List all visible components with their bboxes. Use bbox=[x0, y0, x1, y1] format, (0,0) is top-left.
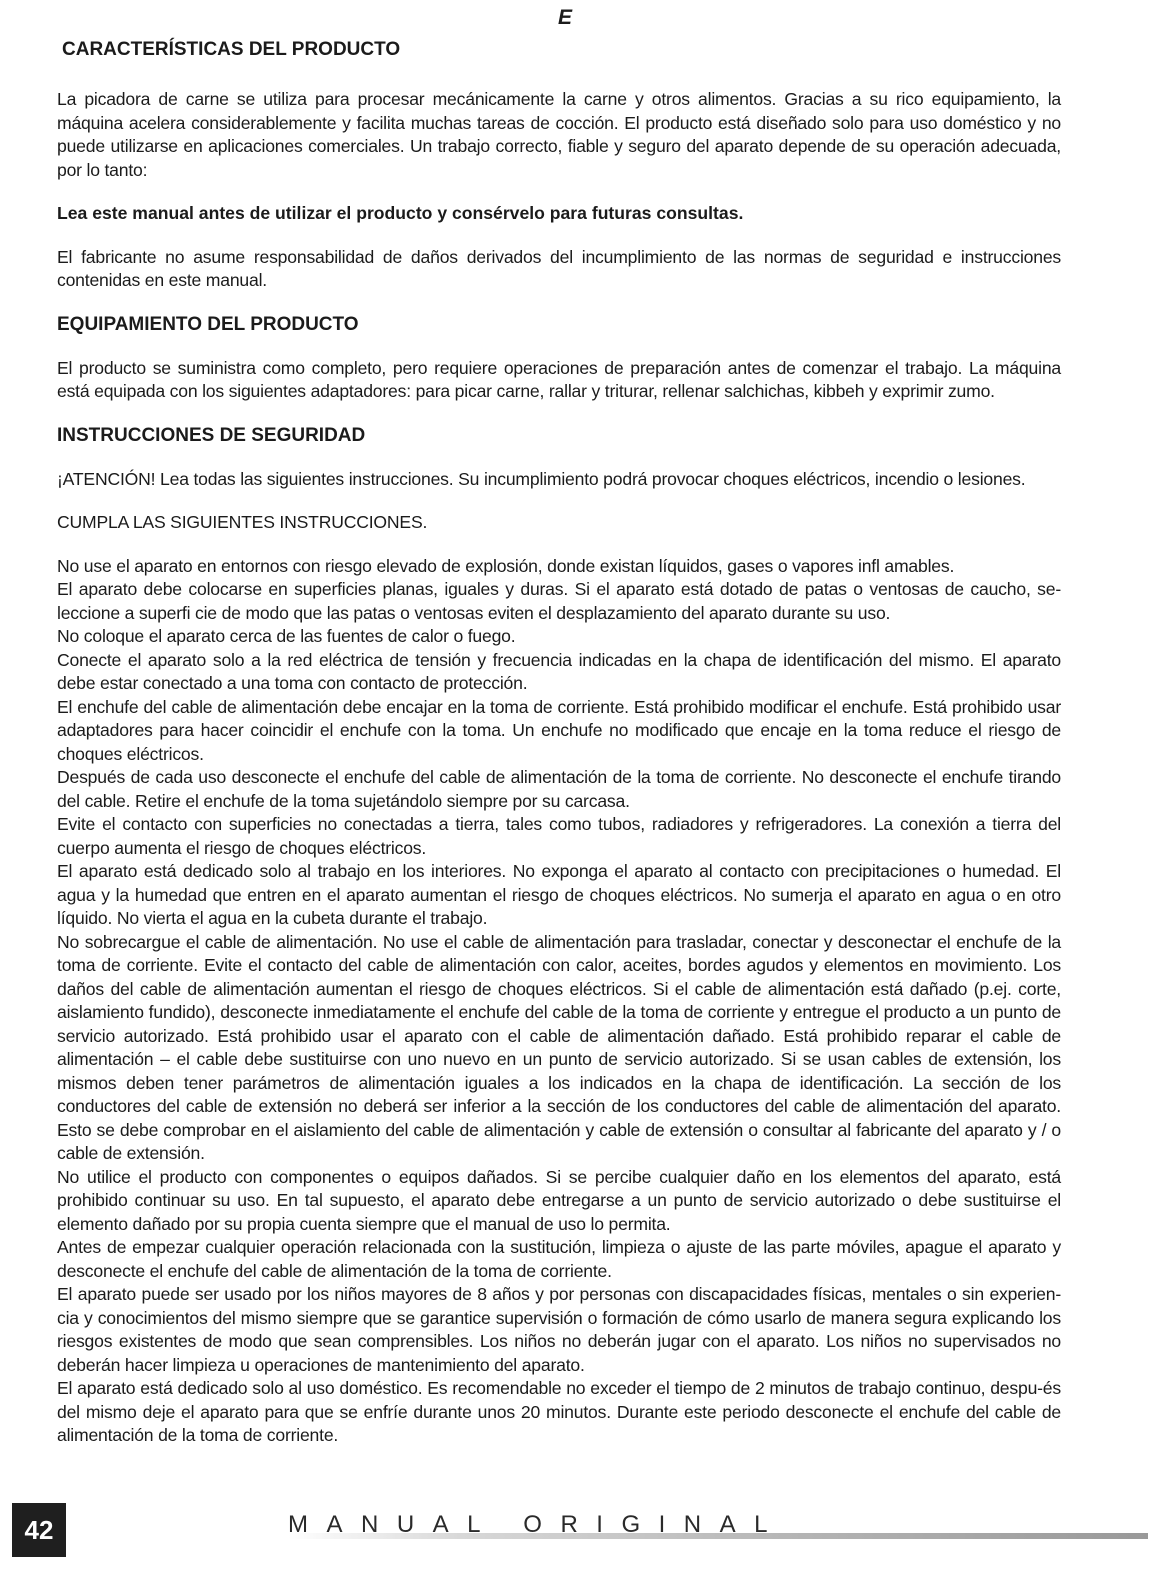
equipamiento-paragraph: El producto se suministra como completo, pero requiere operaciones de preparación antes de comenzar el trabajo. La máquina está equipada con los siguientes adaptadores: para picar carne, rallar y triturar, rellenar salchichas, kibbeh y exprimir zumo. bbox=[57, 357, 1061, 401]
page-content bbox=[57, 38, 1061, 1448]
attention-notice: ¡ATENCIÓN! Lea todas las siguientes instrucciones. Su incumplimiento podrá provocar choques eléctricos, incendio o lesiones. bbox=[57, 468, 1026, 489]
safety-instructions-list bbox=[57, 555, 1061, 1448]
instruction-item: El aparato está dedicado solo al uso doméstico. Es recomendable no exceder el tiempo de 2 minutos de trabajo continuo, despu-és del mismo deje el aparato para que se enfríe durante unos 20 minutos. Durante este periodo desconecte el enchufe del cable de alimentación de la toma de corriente. bbox=[57, 1378, 1061, 1445]
cumpla-heading: CUMPLA LAS SIGUIENTES INSTRUCCIONES. bbox=[57, 512, 428, 532]
instruction-item: El aparato puede ser usado por los niños mayores de 8 años y por personas con discapacidades físicas, mentales o sin experien-cia y conocimientos del mismo siempre que se garantice supervisión o formación de cómo usarlo de manera segura explicando los riesgos existentes de modo que sean comprensibles. Los niños no deberán jugar con el aparato. Los niños no supervisados no deberán hacer limpieza u operaciones de mantenimiento del aparato. bbox=[57, 1284, 1061, 1375]
section-title-equipamiento: EQUIPAMIENTO DEL PRODUCTO bbox=[57, 313, 359, 335]
instruction-item: El enchufe del cable de alimentación debe encajar en la toma de corriente. Está prohibido modificar el enchufe. Está prohibido usar adaptadores para hacer coincidir el enchufe con la toma. Un enchufe no modificado que encaje en la toma reduce el riesgo de choques eléctricos. bbox=[57, 696, 1061, 764]
instruction-item: No use el aparato en entornos con riesgo elevado de explosión, donde existan líquidos, gases o vapores infl amables. bbox=[57, 555, 955, 576]
caracteristicas-paragraph: La picadora de carne se utiliza para procesar mecánicamente la carne y otros alimentos. Gracias a su rico equipamiento, la máquina acelera considerablemente y facilita muchas tareas de cocción. El producto está diseñado solo para uso doméstico y no puede utilizarse en aplicaciones comerciales. Un trabajo correcto, fiable y seguro del aparato depende de su operación adecuada, por lo tanto: bbox=[57, 89, 1061, 180]
instruction-item: Evite el contacto con superficies no conectadas a tierra, tales como tubos, radiadores y refrigeradores. La conexión a tierra del cuerpo aumenta el riesgo de choques eléctricos. bbox=[57, 814, 1061, 858]
instruction-item: No coloque el aparato cerca de las fuentes de calor o fuego. bbox=[57, 626, 516, 646]
section-title-caracteristicas: CARACTERÍSTICAS DEL PRODUCTO bbox=[62, 39, 401, 60]
instruction-item: El aparato está dedicado solo al trabajo en los interiores. No exponga el aparato al contacto con precipitaciones o humedad. El agua y la humedad que entren en el aparato aumentan el riesgo de choques eléctricos. No sumerja el aparato en agua o en otro líquido. No vierta el agua en la cubeta durante el trabajo. bbox=[57, 861, 1061, 928]
footer-label: MANUAL ORIGINAL bbox=[288, 1511, 786, 1538]
manufacturer-disclaimer: El fabricante no asume responsabilidad de daños derivados del incumplimiento de las normas de seguridad e instrucciones contenidas en este manual. bbox=[57, 246, 1061, 290]
section-title-seguridad: INSTRUCCIONES DE SEGURIDAD bbox=[57, 424, 366, 446]
instruction-item: Después de cada uso desconecte el enchufe del cable de alimentación de la toma de corriente. No desconecte el enchufe tirando del cable. Retire el enchufe de la toma sujetándolo siempre por su carcasa. bbox=[57, 767, 1061, 811]
manual-warning: Lea este manual antes de utilizar el producto y consérvelo para futuras consultas. bbox=[57, 203, 744, 223]
instruction-item: Antes de empezar cualquier operación relacionada con la sustitución, limpieza o ajuste de las parte móviles, apague el aparato y desconecte el enchufe del cable de alimentación de la toma de corriente. bbox=[57, 1237, 1061, 1281]
page-footer bbox=[0, 1497, 1154, 1569]
instruction-item: El aparato debe colocarse en superficies planas, iguales y duras. Si el aparato está dotado de patas o ventosas de caucho, se-leccione a superfi cie de modo que las patas o ventosas eviten el desplazamiento del aparato durante su uso. bbox=[57, 579, 1061, 623]
instruction-item: Conecte el aparato solo a la red eléctrica de tensión y frecuencia indicadas en la chapa de identificación del mismo. El aparato debe estar conectado a una toma con contacto de protección. bbox=[57, 649, 1061, 693]
page-number: 42 bbox=[12, 1503, 66, 1557]
instruction-item: No utilice el producto con componentes o equipos dañados. Si se percibe cualquier daño en los elementos del aparato, está prohibido continuar su uso. En tal supuesto, el aparato debe entregarse a un punto de servicio autorizado o debe sustituirse el elemento dañado por su propia cuenta siempre que el manual de uso lo permita. bbox=[57, 1166, 1061, 1234]
instruction-item: No sobrecargue el cable de alimentación. No use el cable de alimentación para trasladar, conectar y desconectar el enchufe de la toma de corriente. Evite el contacto del cable de alimentación con calor, aceites, bordes agudos y elementos en movimiento. Los daños del cable de alimentación aumentan el riesgo de choques eléctricos. Si el cable de alimentación está dañado (p.ej. corte, aislamiento fundido), desconecte inmediatamente el enchufe del cable de la toma de corriente y entregue el producto a un punto de servicio autorizado. Está prohibido usar el aparato con el cable de alimentación dañado. Está prohibido reparar el cable de alimentación – el cable debe sustituirse con uno nuevo en un punto de servicio autorizado. Si se usan cables de extensión, los mismos deben tener parámetros de alimentación iguales a los indicados en la chapa de identificación. La sección de los conductores del cable de extensión no deberá ser inferior a la sección de los conductores del cable de alimentación del aparato. Esto se debe comprobar en el aislamiento del cable de alimentación y cable de extensión o consultar al fabricante del aparato y / o cable de extensión. bbox=[57, 931, 1061, 1163]
language-marker: E bbox=[558, 6, 573, 29]
